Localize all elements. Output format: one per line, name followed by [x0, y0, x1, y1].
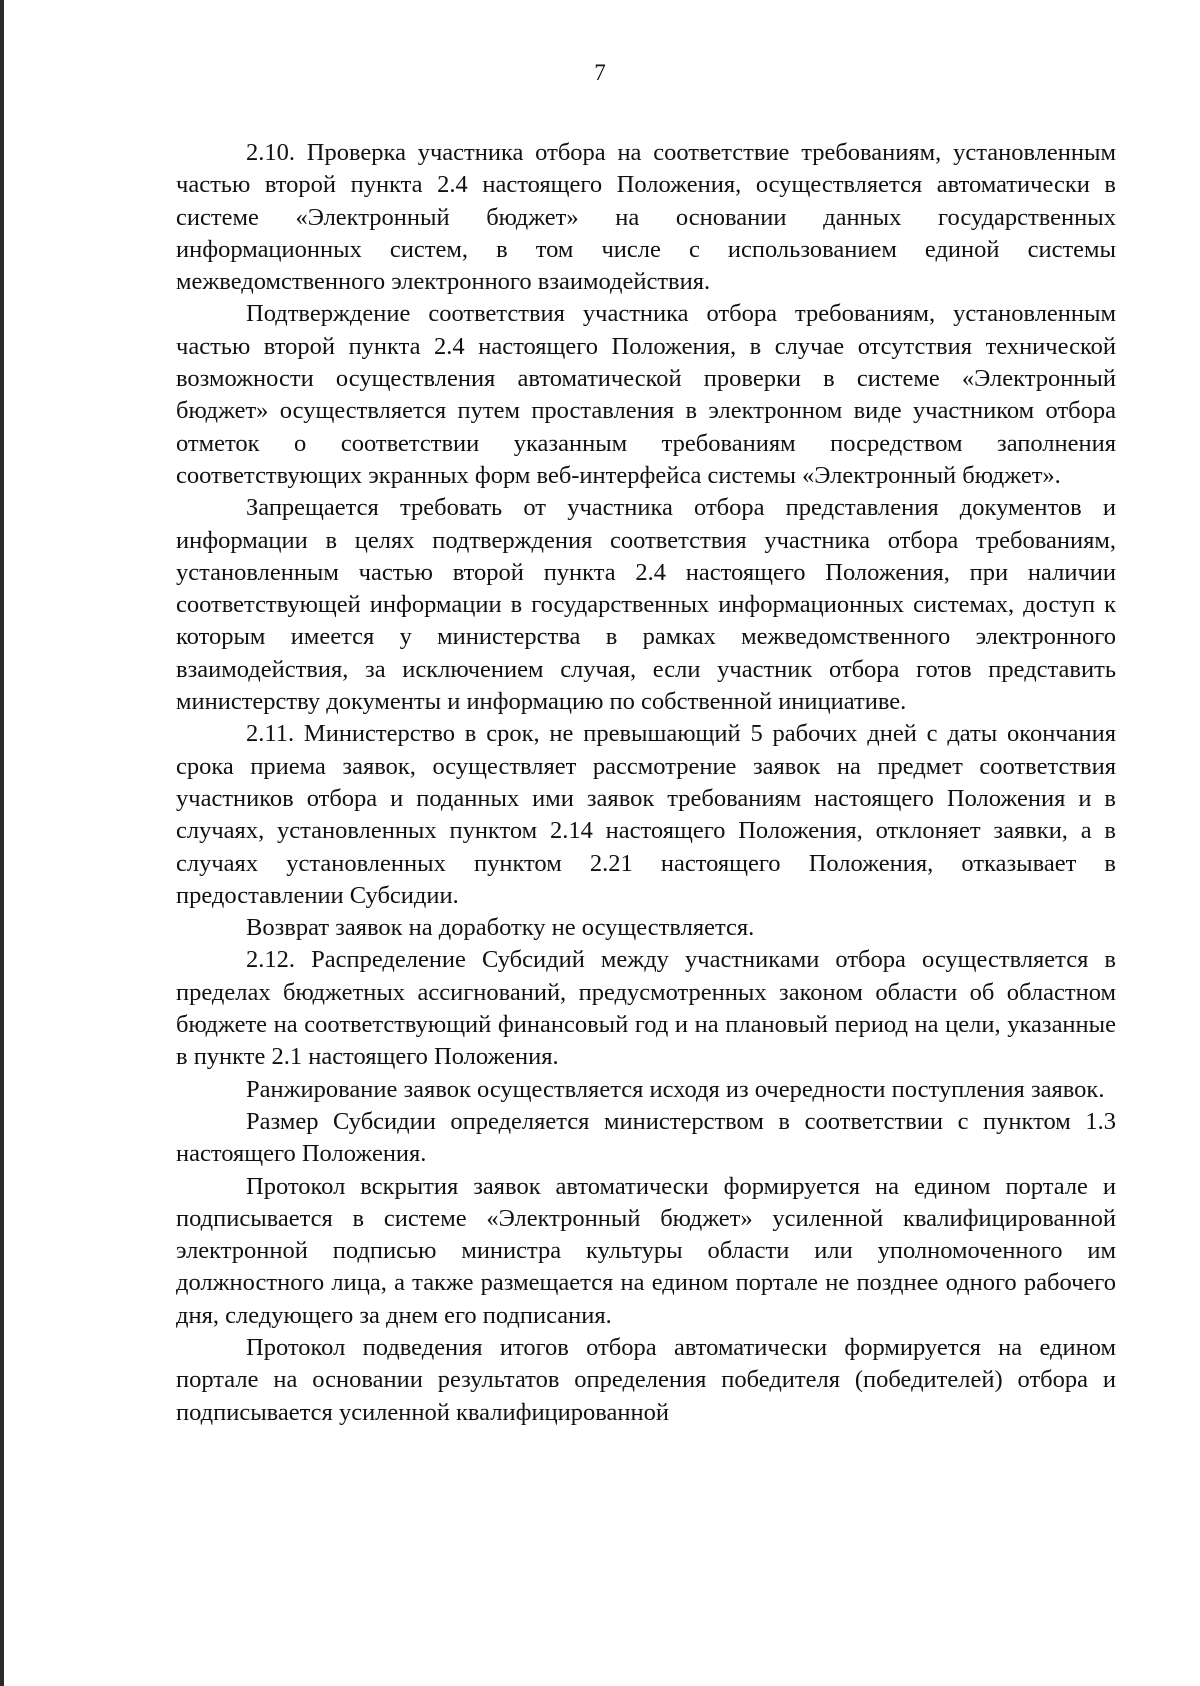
paragraph-2-10: 2.10. Проверка участника отбора на соответствие требованиям, установленным частью второй пункта 2.4 настоящего Положения, осуществляется автоматически в системе «Электронный бюджет» на основании данных государственных информационных систем, в том числе с использованием единой системы межведомственного электронного взаимодействия.	[176, 139, 1116, 296]
paragraph-ranking: Ранжирование заявок осуществляется исходя из очередности поступления заявок.	[246, 1075, 1105, 1103]
paragraph-confirmation: Подтверждение соответствия участника отбора требованиям, установленным частью второй пункта 2.4 настоящего Положения, в случае отсутствия технической возможности осуществления автоматической проверки в системе «Электронный бюджет» осуществляется путем проставления в электронном виде участником отбора отметок о соответствии указанным требованиям посредством заполнения соответствующих экранных форм веб-интерфейса системы «Электронный бюджет».	[176, 300, 1116, 489]
paragraph-results-protocol: Протокол подведения итогов отбора автоматически формируется на едином портале на основании результатов определения победителя (победителей) отбора и подписывается усиленной квалифицированной	[176, 1333, 1116, 1426]
scan-edge-border	[0, 0, 4, 1686]
page-number: 7	[594, 60, 606, 85]
document-body	[176, 137, 1116, 1429]
paragraph-2-11: 2.11. Министерство в срок, не превышающий 5 рабочих дней с даты окончания срока приема заявок, осуществляет рассмотрение заявок на предмет соответствия участников отбора и поданных ими заявок требованиям настоящего Положения и в случаях, установленных пунктом 2.14 настоящего Положения, отклоняет заявки, а в случаях установленных пунктом 2.21 настоящего Положения, отказывает в предоставлении Субсидии.	[176, 720, 1116, 909]
paragraph-prohibition: Запрещается требовать от участника отбора представления документов и информации в целях подтверждения соответствия участника отбора требованиям, установленным частью второй пункта 2.4 настоящего Положения, при наличии соответствующей информации в государственных информационных системах, доступ к которым имеется у министерства в рамках межведомственного электронного взаимодействия, за исключением случая, если участник отбора готов представить министерству документы и информацию по собственной инициативе.	[176, 494, 1116, 716]
paragraph-opening-protocol: Протокол вскрытия заявок автоматически формируется на едином портале и подписывается в системе «Электронный бюджет» усиленной квалифицированной электронной подписью министра культуры области или уполномоченного им должностного лица, а также размещается на едином портале не позднее одного рабочего дня, следующего за днем его подписания.	[176, 1172, 1116, 1329]
paragraph-2-12: 2.12. Распределение Субсидий между участниками отбора осуществляется в пределах бюджетных ассигнований, предусмотренных законом области об областном бюджете на соответствующий финансовый год и на плановый период на цели, указанные в пункте 2.1 настоящего Положения.	[176, 946, 1116, 1071]
paragraph-no-return: Возврат заявок на доработку не осуществляется.	[246, 914, 755, 942]
paragraph-subsidy-size: Размер Субсидии определяется министерством в соответствии с пунктом 1.3 настоящего Положения.	[176, 1107, 1116, 1168]
